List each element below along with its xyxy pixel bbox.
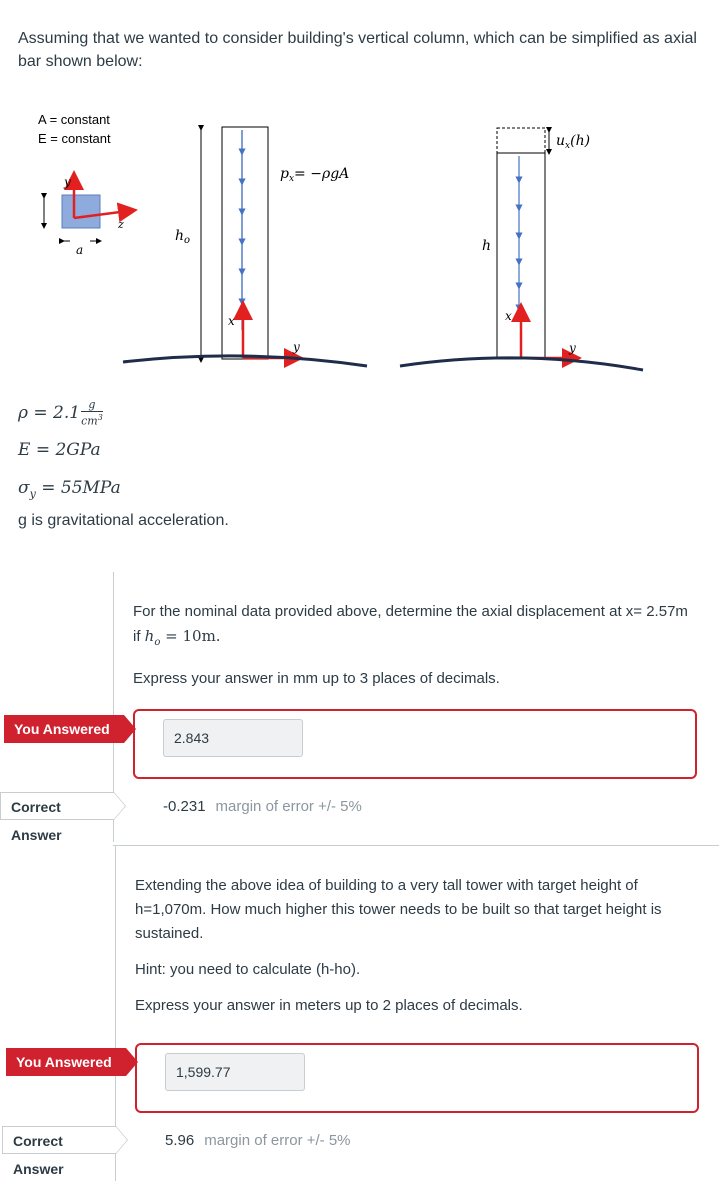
- q2-you-answered-tag: You Answered: [6, 1048, 126, 1076]
- height-ho-label: $h_o$: [175, 228, 191, 246]
- q2-question: Extending the above idea of building to a very tall tower with target height of h=1,070m. How much higher this tower needs to be built so that target height is sustained.: [135, 877, 662, 942]
- cross-section-square: [62, 195, 100, 228]
- q1-correct-value: -0.231: [163, 798, 206, 815]
- left-y-label: y: [293, 340, 300, 354]
- left-x-label: x: [228, 314, 235, 328]
- q2-hint: Hint: you need to calculate (h-ho).: [135, 961, 361, 978]
- q2-text: [135, 874, 705, 1030]
- area-constant-label: A = constant: [38, 112, 110, 127]
- q1-instruction: Express your answer in mm up to 3 places of decimals.: [133, 670, 500, 687]
- q1-correct-answer-tag: Correct Answer: [0, 792, 114, 820]
- right-column-extension: [497, 128, 545, 153]
- q2-correct-answer: [165, 1132, 351, 1149]
- q2-top-border: [113, 845, 719, 846]
- right-y-label: y: [569, 341, 576, 355]
- q2-correct-answer-tag: Correct Answer: [2, 1126, 116, 1154]
- column-diagram: [0, 100, 719, 380]
- density-value: ρ = 2.1 $\frac{g}{cm^3}$: [18, 398, 103, 428]
- yield-stress-value: $\sigma_y = 55MPa$: [18, 478, 121, 501]
- q1-text: For the nominal data provided above, determine the axial displacement at x= 2.57m if $h_o = 10m$. Express your answer in mm up to 3 places of decimals.: [133, 600, 693, 703]
- problem-intro: Assuming that we wanted to consider building's vertical column, which can be simplified as axial bar shown below:: [18, 30, 697, 70]
- modulus-constant-label: E = constant: [38, 131, 111, 146]
- q1-you-answered-tag: You Answered: [4, 715, 124, 743]
- height-h-label: h: [482, 238, 492, 254]
- modulus-value: E = 2GPa: [18, 440, 101, 460]
- gravity-note: g is gravitational acceleration.: [18, 512, 229, 529]
- distributed-load-label: $p_x= -\rho gA$: [280, 166, 350, 184]
- displacement-label: $u_x(h)$: [556, 133, 591, 151]
- q2-margin: margin of error +/- 5%: [204, 1132, 351, 1149]
- q2-answer-field[interactable]: 1,599.77: [165, 1053, 305, 1091]
- right-ground: [400, 358, 643, 370]
- q1-margin: margin of error +/- 5%: [215, 798, 362, 815]
- q1-answer-field[interactable]: 2.843: [163, 719, 303, 757]
- q2-instruction: Express your answer in meters up to 2 places of decimals.: [135, 997, 523, 1014]
- q2-correct-value: 5.96: [165, 1132, 195, 1149]
- q1-correct-answer: [163, 798, 362, 815]
- right-x-label: x: [505, 309, 512, 323]
- section-a-label: a: [76, 243, 84, 257]
- section-y-label: y: [64, 175, 71, 189]
- section-z-label: z: [118, 218, 124, 231]
- left-ground: [123, 356, 367, 366]
